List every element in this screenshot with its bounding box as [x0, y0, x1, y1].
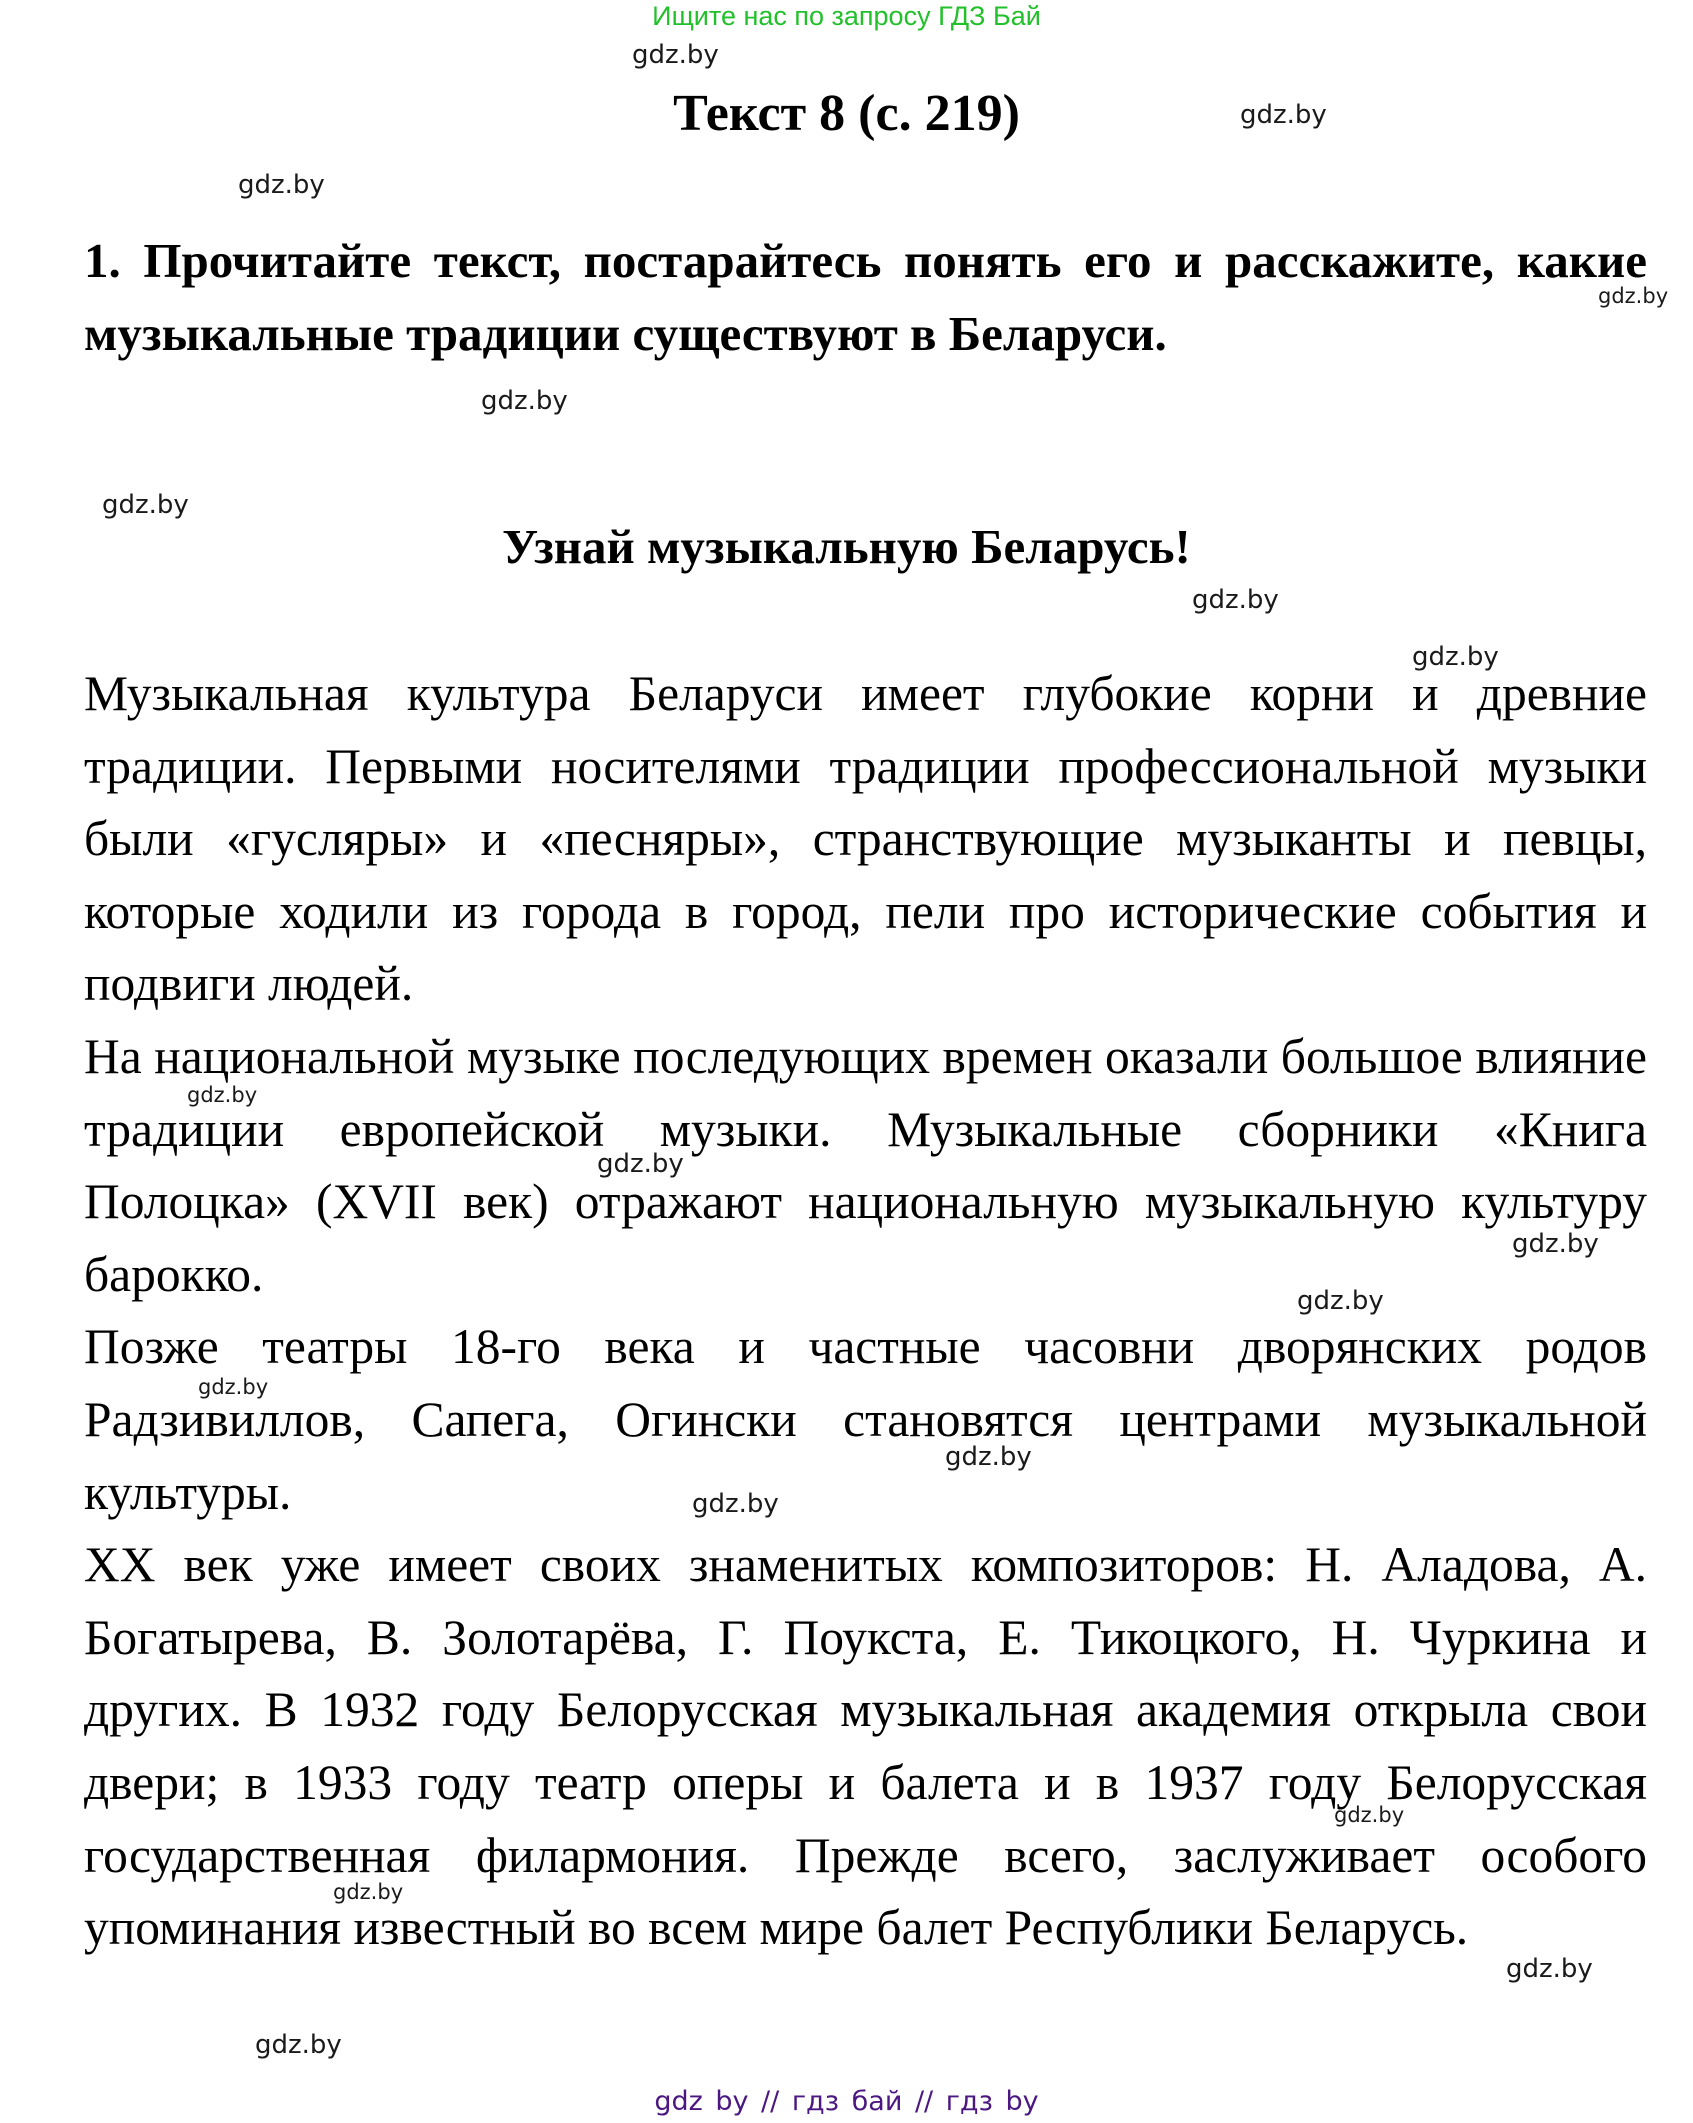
watermark: gdz.by [102, 490, 189, 520]
watermark: gdz.by [333, 1880, 404, 1904]
watermark: gdz.by [692, 1489, 779, 1519]
paragraph: Позже театры 18-го века и частные часовни дворянских родов Радзивиллов, Сапега, Огински становятся центрами музыкальной культуры. [84, 1319, 1647, 1520]
watermark: gdz.by [187, 1083, 258, 1107]
footer-links: gdz by // гдз бай // гдз by [654, 2086, 1039, 2117]
article-body [84, 658, 1647, 1965]
watermark: gdz.by [1598, 284, 1669, 308]
watermark: gdz.by [255, 2030, 342, 2060]
watermark: gdz.by [481, 386, 568, 416]
watermark: gdz.by [597, 1149, 684, 1179]
watermark: gdz.by [1192, 585, 1279, 615]
paragraph: На национальной музыке последующих времен оказали большое влияние традиции европейской музыки. Музыкальные сборники «Книга Полоцка» (XVII век) отражают национальную музыкальную культуру барокко. [84, 1028, 1647, 1302]
page-title: Текст 8 (с. 219) [673, 85, 1020, 142]
watermark: gdz.by [1297, 1286, 1384, 1316]
watermark: gdz.by [198, 1375, 269, 1399]
watermark: gdz.by [945, 1442, 1032, 1472]
watermark: gdz.by [238, 170, 325, 200]
watermark: gdz.by [1240, 100, 1327, 130]
paragraph: Музыкальная культура Беларуси имеет глубокие корни и древние традиции. Первыми носителями традиции профессиональной музыки были «гусляры» и «песняры», странствующие музыканты и певцы, которые ходили из города в город, пели про исторические события и подвиги людей. [84, 666, 1647, 1012]
task-instruction: 1. Прочитайте текст, постарайтесь понять его и расскажите, какие музыкальные традиции существуют в Беларуси. [84, 233, 1647, 361]
paragraph: XX век уже имеет своих знаменитых композиторов: Н. Аладова, А. Богатырева, В. Золотарёва, Г. Поукста, Е. Тикоцкого, Н. Чуркина и других. В 1932 году Белорусская музыкальная академия открыла свои двери; в 1933 году театр оперы и балета и в 1937 году Белорусская государственная филармония. Прежде всего, заслуживает особого упоминания известный во всем мире балет Республики Беларусь. [84, 1537, 1647, 1956]
article-heading: Узнай музыкальную Беларусь! [502, 519, 1191, 574]
watermark: gdz.by [1512, 1229, 1599, 1259]
promo-banner: Ищите нас по запросу ГДЗ Бай [652, 1, 1041, 31]
watermark: gdz.by [1412, 642, 1499, 672]
watermark: gdz.by [1506, 1954, 1593, 1984]
watermark: gdz.by [1334, 1803, 1405, 1827]
watermark: gdz.by [632, 40, 719, 70]
